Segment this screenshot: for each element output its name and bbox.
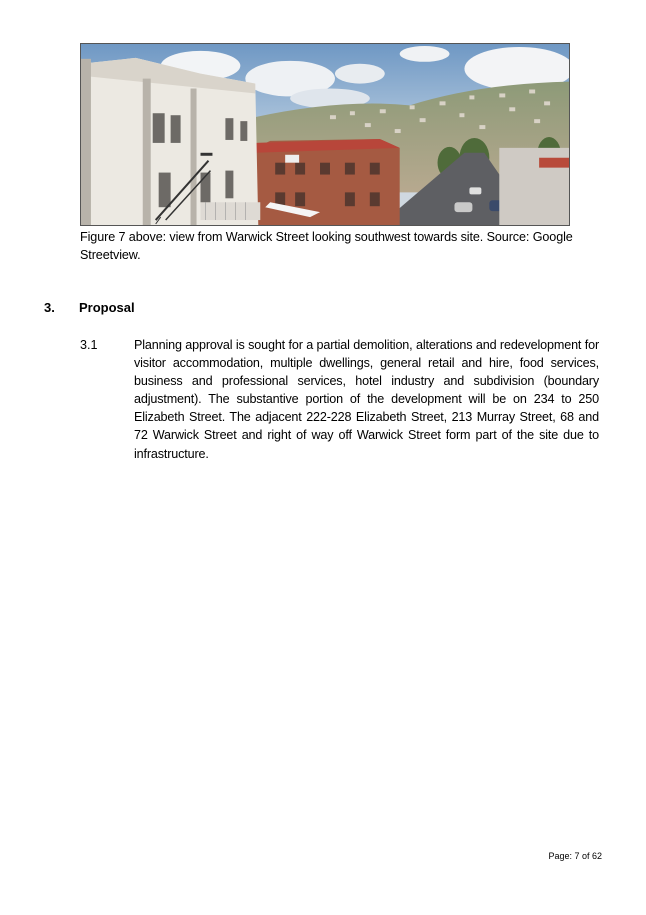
- page-number: Page: 7 of 62: [548, 851, 602, 861]
- figure-7-photo: [80, 43, 570, 226]
- section-heading: [44, 299, 135, 317]
- section-number: 3.: [44, 300, 55, 315]
- paragraph-text: Planning approval is sought for a partial demolition, alterations and redevelopment for visitor accommodation, multiple dwellings, general retail and hire, food services, business and professional services, hotel industry and subdivision (boundary adjustment). The substantive portion of the development will be on 234 to 250 Elizabeth Street. The adjacent 222-228 Elizabeth Street, 213 Murray Street, 68 and 72 Warwick Street and right of way off Warwick Street form part of the site due to infrastructure.: [134, 338, 599, 461]
- figure-caption: Figure 7 above: view from Warwick Street looking southwest towards site. Source: Google Streetview.: [80, 230, 573, 262]
- paragraph-number: 3.1: [80, 338, 98, 352]
- street-photo-icon: [81, 44, 569, 225]
- section-title: Proposal: [79, 300, 135, 315]
